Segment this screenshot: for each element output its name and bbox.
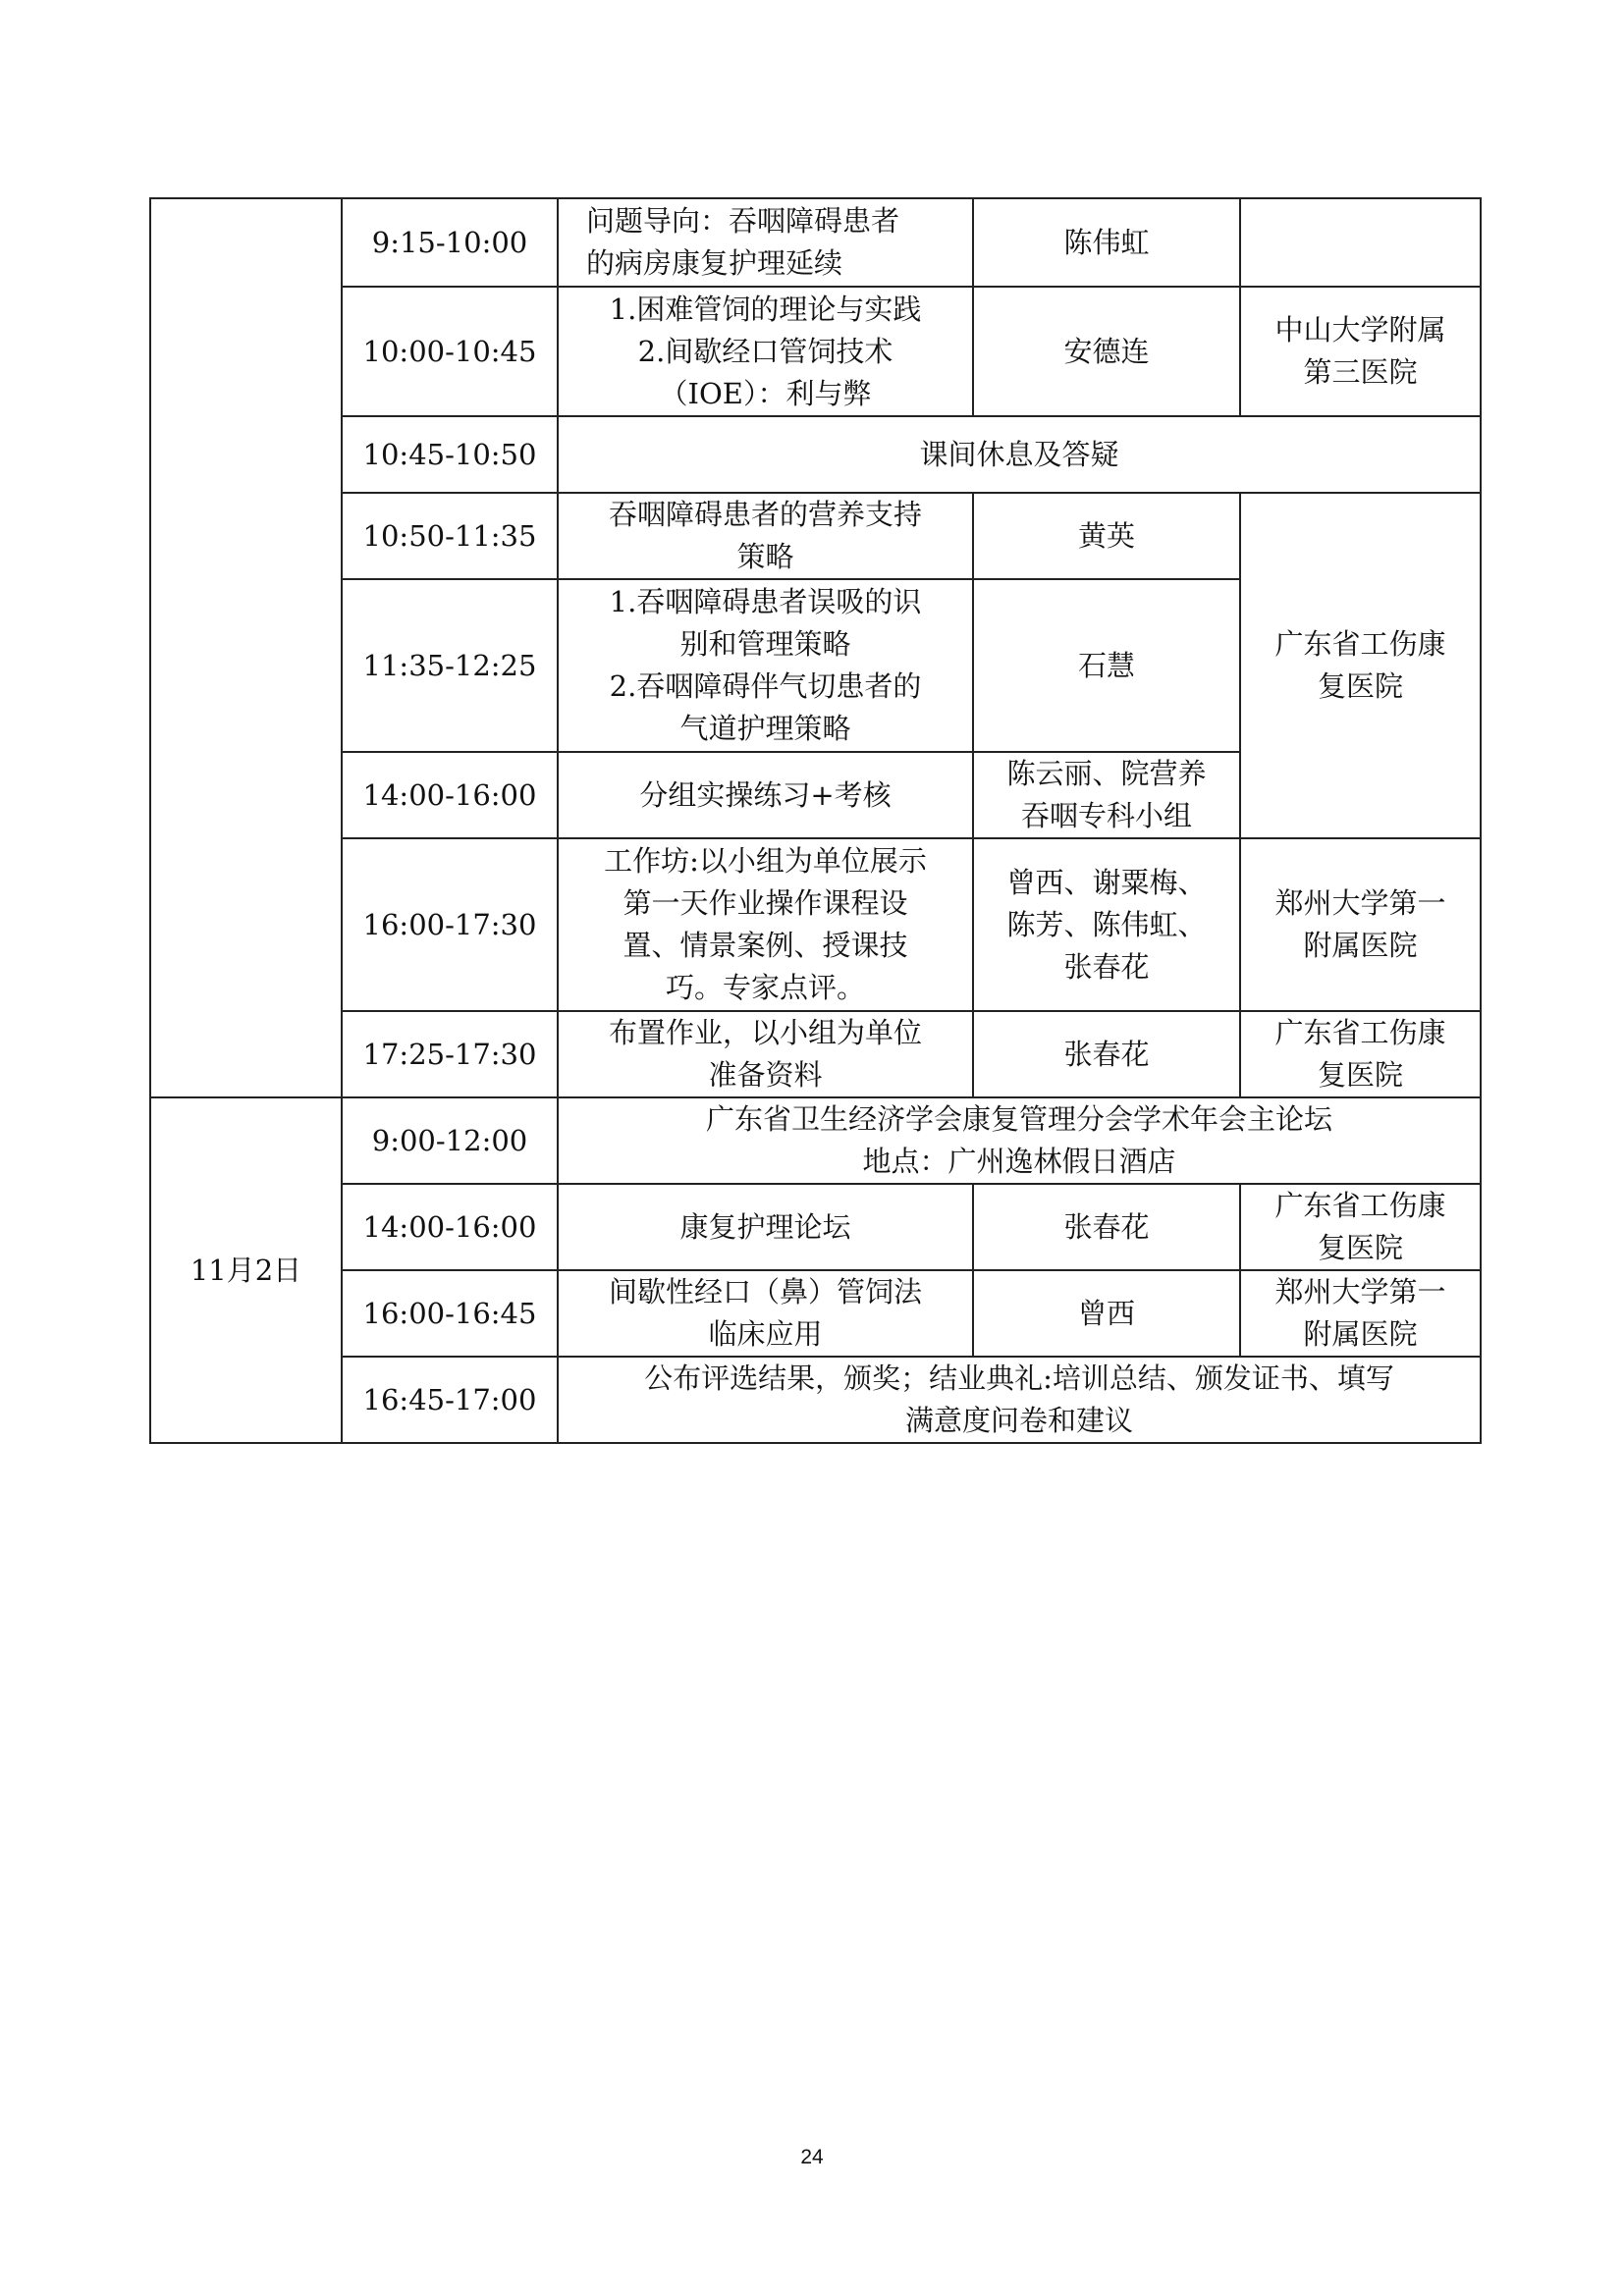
date-cell-day2: 11月2日 [150,1097,342,1443]
time-cell: 16:45-17:00 [342,1357,558,1443]
unit-cell: 中山大学附属 第三医院 [1240,287,1481,416]
time-cell: 9:00-12:00 [342,1097,558,1184]
topic-cell: 问题导向：吞咽障碍患者 的病房康复护理延续 [558,198,973,287]
time-cell: 10:50-11:35 [342,493,558,579]
speaker-cell: 曾西 [973,1270,1240,1357]
unit-cell: 广东省工伤康 复医院 [1240,1011,1481,1097]
topic-cell: 分组实操练习+考核 [558,752,973,838]
page-number: 24 [800,2146,824,2168]
topic-cell: 工作坊:以小组为单位展示 第一天作业操作课程设 置、情景案例、授课技 巧。专家点评。 [558,838,973,1011]
table-row [150,287,1481,416]
unit-cell: 郑州大学第一 附属医院 [1240,838,1481,1011]
unit-cell: 郑州大学第一 附属医院 [1240,1270,1481,1357]
time-cell: 16:00-16:45 [342,1270,558,1357]
schedule-table [149,197,1482,1444]
topic-cell: 1.困难管饲的理论与实践 2.间歇经口管饲技术 （IOE）：利与弊 [558,287,973,416]
time-cell: 9:15-10:00 [342,198,558,287]
speaker-cell: 张春花 [973,1184,1240,1270]
topic-cell: 1.吞咽障碍患者误吸的识 别和管理策略 2.吞咽障碍伴气切患者的 气道护理策略 [558,579,973,752]
time-cell: 10:45-10:50 [342,416,558,493]
time-cell: 14:00-16:00 [342,1184,558,1270]
speaker-cell: 安德连 [973,287,1240,416]
speaker-cell: 曾西、谢粟梅、 陈芳、陈伟虹、 张春花 [973,838,1240,1011]
table-row [150,1184,1481,1270]
table-row [150,838,1481,1011]
closing-cell: 公布评选结果，颁奖；结业典礼:培训总结、颁发证书、填写 满意度问卷和建议 [558,1357,1481,1443]
topic-cell: 吞咽障碍患者的营养支持 策略 [558,493,973,579]
date-cell-day1 [150,198,342,1097]
topic-cell: 间歇性经口（鼻）管饲法 临床应用 [558,1270,973,1357]
unit-cell [1240,198,1481,287]
unit-cell: 广东省工伤康 复医院 [1240,1184,1481,1270]
time-cell: 11:35-12:25 [342,579,558,752]
speaker-cell: 陈伟虹 [973,198,1240,287]
table-row [150,1011,1481,1097]
time-cell: 14:00-16:00 [342,752,558,838]
table-row [150,1097,1481,1184]
speaker-cell: 陈云丽、院营养 吞咽专科小组 [973,752,1240,838]
table-row [150,1270,1481,1357]
speaker-cell: 石慧 [973,579,1240,752]
table-row [150,1357,1481,1443]
table-row [150,198,1481,287]
unit-cell-shared: 广东省工伤康 复医院 [1240,493,1481,838]
speaker-cell: 黄英 [973,493,1240,579]
table-row [150,493,1481,579]
time-cell: 17:25-17:30 [342,1011,558,1097]
topic-cell: 康复护理论坛 [558,1184,973,1270]
forum-cell: 广东省卫生经济学会康复管理分会学术年会主论坛 地点：广州逸林假日酒店 [558,1097,1481,1184]
topic-cell: 布置作业，以小组为单位 准备资料 [558,1011,973,1097]
time-cell: 16:00-17:30 [342,838,558,1011]
break-cell: 课间休息及答疑 [558,416,1481,493]
table-row [150,416,1481,493]
speaker-cell: 张春花 [973,1011,1240,1097]
time-cell: 10:00-10:45 [342,287,558,416]
